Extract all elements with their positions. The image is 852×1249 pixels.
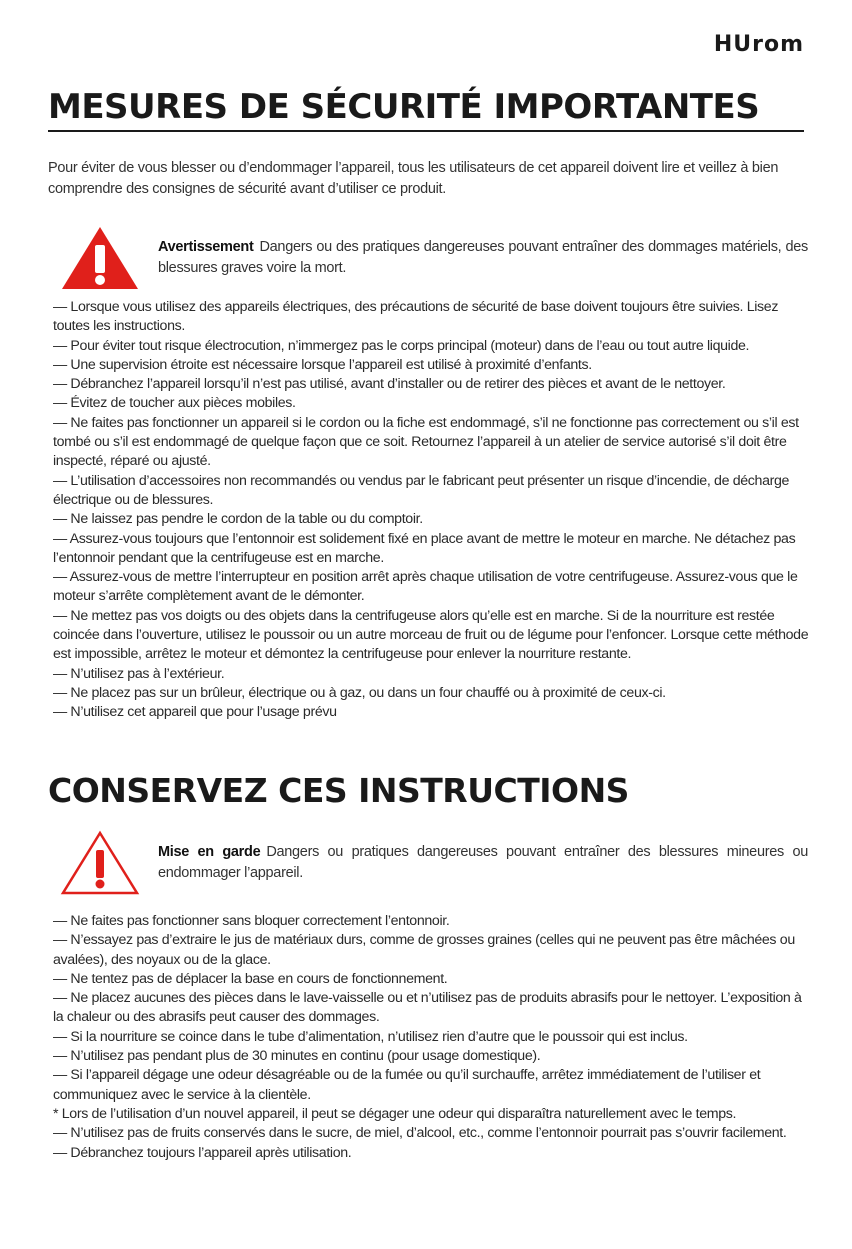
rule-item: — Si la nourriture se coince dans le tube d’alimentation, n’utilisez rien d’autre que le poussoir qui est inclus. xyxy=(53,1028,688,1045)
rule-item: — Évitez de toucher aux pièces mobiles. xyxy=(53,395,296,412)
warning-rules-list xyxy=(53,298,810,723)
caution-description: Dangers ou pratiques dangereuses pouvant entraîner des blessures mineures ou endommager l’appareil. xyxy=(158,844,808,881)
rule-item: — Une supervision étroite est nécessaire lorsque l’appareil est utilisé à proximité d’enfants. xyxy=(53,356,592,373)
caution-text xyxy=(158,830,808,884)
rule-item: — N’utilisez pas pendant plus de 30 minutes en continu (pour usage domestique). xyxy=(53,1048,541,1065)
brand-logo: HUrom xyxy=(713,32,804,57)
rule-item: — Assurez-vous de mettre l’interrupteur en position arrêt après chaque utilisation de votre centrifugeuse. Assurez-vous que le moteur s’arrête complètement avant de le démonter. xyxy=(53,569,798,605)
page-title: MESURES DE SÉCURITÉ IMPORTANTES xyxy=(48,86,804,132)
rule-item: — N’utilisez pas à l’extérieur. xyxy=(53,665,225,682)
rule-item: — Assurez-vous toujours que l’entonnoir est solidement fixé en place avant de mettre le moteur en marche. Ne détachez pas l’entonnoir pendant que la centrifugeuse est en marche. xyxy=(53,530,796,566)
warning-label: Avertissement xyxy=(158,239,254,255)
rule-item: — Pour éviter tout risque électrocution, n’immergez pas le corps principal (moteur) dans de l’eau ou tout autre liquide. xyxy=(53,337,750,354)
rule-item: — Ne placez pas sur un brûleur, électrique ou à gaz, ou dans un four chauffé ou à proximité de ceux-ci. xyxy=(53,684,666,701)
rule-item: — N’utilisez cet appareil que pour l’usage prévu xyxy=(53,704,337,721)
caution-rules-list xyxy=(53,912,810,1163)
warning-triangle-icon xyxy=(60,225,140,291)
caution-label: Mise en garde xyxy=(158,844,261,860)
warning-description: Dangers ou des pratiques dangereuses pouvant entraîner des dommages matériels, des blessures graves voire la mort. xyxy=(158,239,808,276)
intro-paragraph: Pour éviter de vous blesser ou d’endommager l’appareil, tous les utilisateurs de cet appareil doivent lire et veillez à bien comprendre des consignes de sécurité avant d’utiliser ce produit. xyxy=(48,160,779,197)
rule-item: — Ne mettez pas vos doigts ou des objets dans la centrifugeuse alors qu’elle est en marche. Si de la nourriture est restée coincée dans l’ouverture, utilisez le poussoir ou un autre morceau de fruit ou de légume pour l’enfoncer. Lorsque cette méthode est impossible, arrêtez le moteur et démontez la centrifugeuse pour enlever la nourriture restante. xyxy=(53,607,809,663)
rule-item: — N’essayez pas d’extraire le jus de matériaux durs, comme de grosses graines (celles qui ne peuvent pas être mâchées ou avalées), des noyaux ou de la glace. xyxy=(53,932,795,968)
rule-item: * Lors de l’utilisation d’un nouvel appareil, il peut se dégager une odeur qui disparaîtra naturellement avec le temps. xyxy=(53,1105,737,1122)
rule-item: — Ne tentez pas de déplacer la base en cours de fonctionnement. xyxy=(53,970,448,987)
rule-item: — Ne faites pas fonctionner sans bloquer correctement l’entonnoir. xyxy=(53,913,450,929)
rule-item: — Si l’appareil dégage une odeur désagréable ou de la fumée ou qu’il surchauffe, arrêtez immédiatement de l’utiliser et communiquez avec le service à la clientèle. xyxy=(53,1067,761,1103)
section-title: CONSERVEZ CES INSTRUCTIONS xyxy=(48,771,629,810)
caution-triangle-icon xyxy=(60,830,140,896)
rule-item: — Ne faites pas fonctionner un appareil si le cordon ou la fiche est endommagé, s’il ne fonctionne pas correctement ou s’il est tombé ou s’il est endommagé de quelque façon que ce soit. Retournez l’appareil à un atelier de service autorisé s’il doit être inspecté, réparé ou ajusté. xyxy=(53,414,799,470)
rule-item: — Lorsque vous utilisez des appareils électriques, des précautions de sécurité de base doivent toujours être suivies. Lisez toutes les instructions. xyxy=(53,299,779,335)
rule-item: — N’utilisez pas de fruits conservés dans le sucre, de miel, d’alcool, etc., comme l’entonnoir pourrait pas s’ouvrir facilement. xyxy=(53,1125,787,1142)
rule-item: — L’utilisation d’accessoires non recommandés ou vendus par le fabricant peut présenter un risque d’incendie, de décharge électrique ou de blessures. xyxy=(53,472,790,508)
rule-item: — Ne laissez pas pendre le cordon de la table ou du comptoir. xyxy=(53,511,423,528)
rule-item: — Débranchez l’appareil lorsqu’il n’est pas utilisé, avant d’installer ou de retirer des pièces et avant de le nettoyer. xyxy=(53,376,726,393)
caution-box xyxy=(60,830,808,896)
warning-text xyxy=(158,225,808,279)
warning-box xyxy=(60,225,808,291)
rule-item: — Débranchez toujours l’appareil après utilisation. xyxy=(53,1144,352,1161)
rule-item: — Ne placez aucunes des pièces dans le lave-vaisselle ou et n’utilisez pas de produits abrasifs pour le nettoyer. L’exposition à la chaleur ou des abrasifs peut causer des dommages. xyxy=(53,990,802,1026)
